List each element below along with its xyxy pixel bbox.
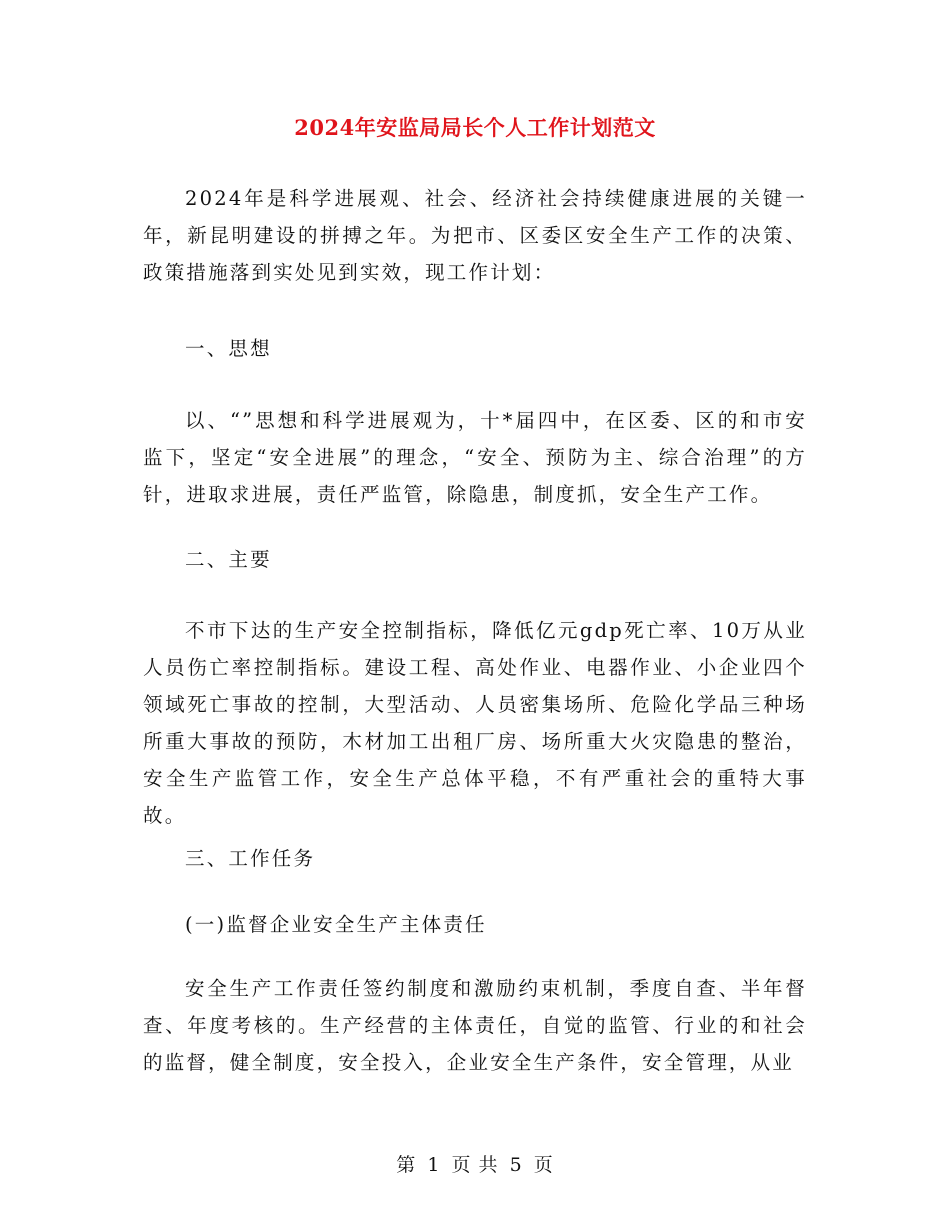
footer-prefix: 第	[396, 1154, 417, 1176]
page-footer	[0, 1150, 950, 1177]
section-heading-main: 二、主要	[185, 548, 272, 571]
footer-middle: 页 共	[451, 1154, 499, 1176]
footer-total-pages: 5	[509, 1154, 523, 1176]
document-title: 2024年安监局局长个人工作计划范文	[294, 115, 656, 140]
intro-paragraph: 2024年是科学进展观、社会、经济社会持续健康进展的关键一年，新昆明建设的拼搏之年。为把市、区委区安全生产工作的决策、政策措施落到实处见到实效，现工作计划：	[143, 187, 807, 284]
footer-page-number: 1	[427, 1154, 441, 1176]
subsection-supervision-paragraph: 安全生产工作责任签约制度和激励约束机制，季度自查、半年督查、年度考核的。生产经营的主体责任，自觉的监管、行业的和社会的监督，健全制度，安全投入，企业安全生产条件，安全管理，从业	[143, 977, 807, 1074]
subsection-heading-supervision: (一)监督企业安全生产主体责任	[185, 913, 487, 936]
section-main-paragraph: 不市下达的生产安全控制指标，降低亿元gdp死亡率、10万从业人员伤亡率控制指标。建设工程、高处作业、电器作业、小企业四个领域死亡事故的控制，大型活动、人员密集场所、危险化学品三种场所重大事故的预防，木材加工出租厂房、场所重大火灾隐患的整治，安全生产监管工作，安全生产总体平稳，不有严重社会的重特大事故。	[143, 619, 807, 827]
section-heading-tasks: 三、工作任务	[185, 847, 316, 870]
section-heading-thought: 一、思想	[185, 337, 272, 360]
section-thought-paragraph: 以、“”思想和科学进展观为，十*届四中，在区委、区的和市安监下，坚定“安全进展”的理念，“安全、预防为主、综合治理”的方针，进取求进展，责任严监管，除隐患，制度抓，安全生产工作。	[143, 409, 807, 506]
footer-suffix: 页	[533, 1154, 554, 1176]
